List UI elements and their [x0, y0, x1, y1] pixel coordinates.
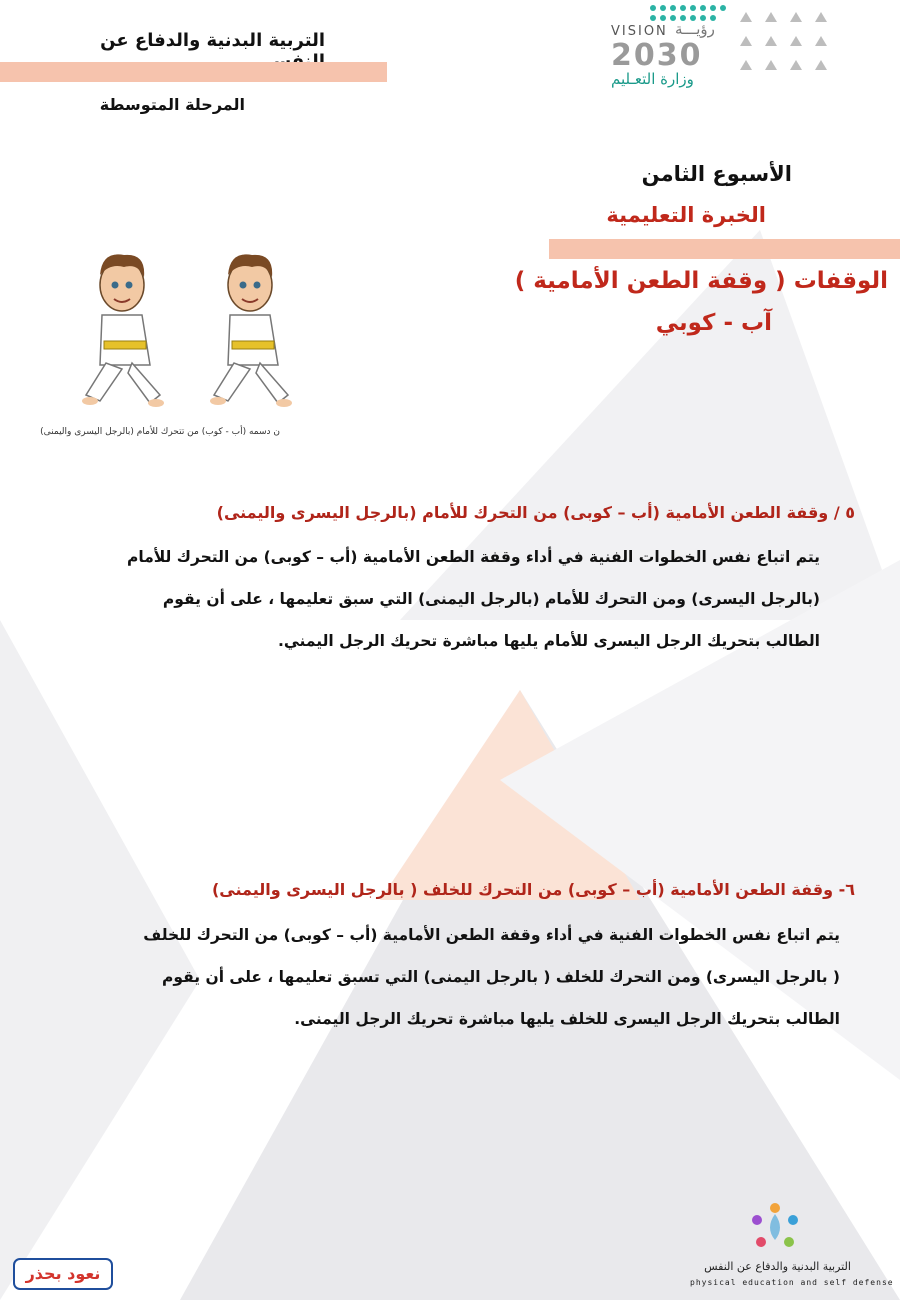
vision-year: 2030: [611, 38, 703, 73]
back-with-caution-badge: نعود بحذر: [13, 1258, 113, 1290]
section-6-heading: ٦- وقفة الطعن الأمامية (أب – كوبى) من التحرك للخلف ( بالرجل اليسرى واليمنى): [211, 880, 855, 899]
subject-title: التربية البدنية والدفاع عن: [100, 30, 325, 51]
section-5-line-3: الطالب بتحريك الرجل اليسرى للأمام يليها مباشرة تحريك الرجل اليمني.: [277, 632, 820, 650]
karate-illustration: [70, 245, 320, 420]
experience-title: الخبرة التعليمية: [606, 203, 766, 227]
week-title: الأسبوع الثامن: [641, 162, 792, 186]
people-circle-logo-icon: [745, 1200, 805, 1255]
stage-label: المرحلة المتوسطة: [99, 95, 245, 114]
section-6-line-1: يتم اتباع نفس الخطوات الفنية في أداء وقفة الطعن الأمامية (أب – كوبى) من التحرك للخلف: [143, 926, 840, 944]
section-5-line-1: يتم اتباع نفس الخطوات الفنية في أداء وقفة الطعن الأمامية (أب – كوبى) من التحرك للأمام: [127, 548, 820, 566]
footer-logo-arabic: التربية البدنية والدفاع عن النفس: [704, 1260, 851, 1273]
section-5-body: [120, 536, 820, 662]
vision-label: VISION: [611, 24, 668, 39]
footer-logo-english: physical education and self defense: [690, 1278, 894, 1287]
lesson-accent-bar: [549, 239, 900, 259]
footer-logo: [690, 1200, 894, 1295]
figure-caption: ن دسمه (أب - كوب) من تتحرك للأمام (بالرجل اليسرى واليمنى): [40, 427, 280, 437]
stances-title: الوقفات ( وقفة الطعن الأمامية ): [514, 268, 888, 294]
section-6-body: [120, 914, 840, 1040]
section-6-line-3: الطالب بتحريك الرجل اليسرى للخلف يليها مباشرة تحريك الرجل اليمنى.: [294, 1010, 840, 1028]
karate-student-figures: [70, 245, 320, 420]
ministry-name: وزارة التعـليم: [611, 70, 694, 88]
triangle-pattern-icon: [730, 8, 840, 78]
header-accent-bar: [0, 62, 387, 82]
vision-arabic: رؤيـــة: [675, 20, 715, 38]
stance-name: آب - كوبي: [655, 310, 772, 336]
section-5-line-2: (بالرجل اليسرى) ومن التحرك للأمام (بالرجل اليمنى) التي سبق تعليمها ، على أن يقوم: [162, 590, 820, 608]
section-6-line-2: ( بالرجل اليسرى) ومن التحرك للخلف ( بالرجل اليمنى) التي تسبق تعليمها ، على أن يقوم: [162, 968, 840, 986]
section-5-heading: ٥ / وقفة الطعن الأمامية (أب – كوبى) من التحرك للأمام (بالرجل اليسرى واليمنى): [216, 503, 855, 522]
